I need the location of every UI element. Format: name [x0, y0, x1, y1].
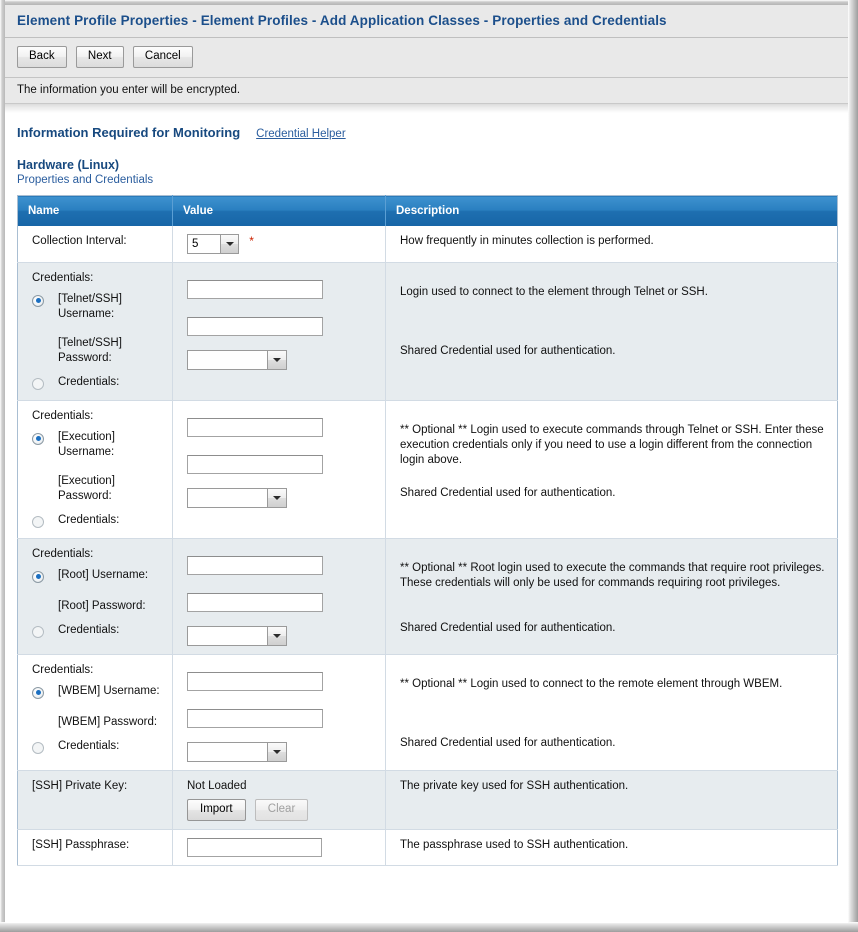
radio-cell — [32, 513, 58, 530]
chevron-down-icon — [267, 489, 286, 507]
cell-description — [386, 655, 838, 771]
wbem-password-input[interactable] — [187, 709, 323, 728]
cell-value — [173, 401, 386, 539]
radio-telnet-ssh-shared[interactable] — [32, 378, 44, 390]
description-text: The private key used for SSH authentication. — [400, 780, 629, 792]
credential-option-shared — [32, 739, 162, 756]
column-header-description: Description — [386, 196, 838, 227]
cell-value — [173, 655, 386, 771]
private-key-actions — [187, 799, 375, 821]
description-shared: Shared Credential used for authentication. — [400, 622, 616, 634]
cell-name — [18, 655, 173, 771]
table-header-row — [18, 196, 838, 227]
label-wbem-shared-credentials: Credentials: — [58, 740, 120, 752]
label-ssh-private-key: [SSH] Private Key: — [32, 780, 128, 792]
execution-username-input[interactable] — [187, 418, 323, 437]
radio-cell — [32, 623, 58, 640]
window-frame-bottom — [0, 922, 858, 932]
section-header — [17, 125, 836, 140]
credential-option-direct — [32, 684, 162, 701]
encryption-notice: The information you enter will be encrypted. — [5, 78, 848, 104]
private-key-status: Not Loaded — [187, 780, 247, 792]
label-credentials: Credentials: — [32, 664, 94, 676]
page-title: Element Profile Properties - Element Profiles - Add Application Classes - Properties and Credentials — [17, 13, 667, 28]
label-telnet-ssh-shared-credentials: Credentials: — [58, 376, 120, 388]
radio-cell — [32, 292, 58, 309]
required-asterisk: * — [249, 234, 254, 248]
cell-value — [173, 830, 386, 866]
column-header-value: Value — [173, 196, 386, 227]
description-primary: Login used to connect to the element through Telnet or SSH. — [400, 286, 708, 298]
label-credentials: Credentials: — [32, 272, 94, 284]
execution-shared-credential-select[interactable] — [187, 488, 287, 508]
label-execution-username: [Execution] Username: — [58, 431, 115, 458]
label-root-password: [Root] Password: — [58, 600, 146, 612]
credential-option-shared — [32, 375, 162, 392]
collection-interval-select[interactable] — [187, 234, 239, 254]
cell-name — [18, 401, 173, 539]
credential-option-direct — [32, 430, 162, 460]
credential-helper-link[interactable]: Credential Helper — [256, 128, 346, 140]
label-credentials: Credentials: — [32, 548, 94, 560]
label-execution-password: [Execution] Password: — [58, 475, 115, 502]
page-body — [5, 5, 848, 923]
collection-interval-value: 5 — [192, 238, 199, 250]
description-text: The passphrase used to SSH authentication. — [400, 839, 629, 851]
description-shared: Shared Credential used for authentication. — [400, 487, 616, 499]
description-text: How frequently in minutes collection is performed. — [400, 235, 654, 247]
label-telnet-ssh-password: [Telnet/SSH] Password: — [58, 337, 122, 364]
cell-name — [18, 226, 173, 263]
table-row-collection-interval — [18, 226, 838, 263]
table-row-ssh-passphrase — [18, 830, 838, 866]
wbem-username-input[interactable] — [187, 672, 323, 691]
section-heading: Information Required for Monitoring — [17, 125, 241, 140]
radio-cell — [32, 375, 58, 392]
title-bar — [5, 5, 848, 38]
chevron-down-icon — [267, 743, 286, 761]
clear-private-key-button: Clear — [255, 799, 308, 821]
cell-name — [18, 539, 173, 655]
import-private-key-button[interactable]: Import — [187, 799, 246, 821]
cell-description — [386, 401, 838, 539]
ssh-passphrase-input[interactable] — [187, 838, 322, 857]
radio-root-shared[interactable] — [32, 626, 44, 638]
chevron-down-icon — [267, 351, 286, 369]
radio-cell — [32, 684, 58, 701]
cell-value — [173, 539, 386, 655]
execution-password-input[interactable] — [187, 455, 323, 474]
description-shared: Shared Credential used for authentication. — [400, 737, 616, 749]
credential-option-direct — [32, 568, 162, 585]
label-collection-interval: Collection Interval: — [32, 235, 127, 247]
radio-root-direct[interactable] — [32, 571, 44, 583]
label-credentials: Credentials: — [32, 410, 94, 422]
cell-description — [386, 226, 838, 263]
table-row-wbem-credentials — [18, 655, 838, 771]
cancel-button[interactable]: Cancel — [133, 46, 193, 68]
table-row-root-credentials — [18, 539, 838, 655]
window-frame-right — [848, 0, 858, 932]
cell-name — [18, 830, 173, 866]
root-password-input[interactable] — [187, 593, 323, 612]
cell-name — [18, 771, 173, 830]
radio-wbem-direct[interactable] — [32, 687, 44, 699]
label-wbem-username: [WBEM] Username: — [58, 685, 160, 697]
back-button[interactable]: Back — [17, 46, 67, 68]
telnet-ssh-username-input[interactable] — [187, 280, 323, 299]
cell-value — [173, 263, 386, 401]
description-shared: Shared Credential used for authentication. — [400, 345, 616, 357]
radio-execution-shared[interactable] — [32, 516, 44, 528]
label-root-username: [Root] Username: — [58, 569, 149, 581]
properties-table — [17, 195, 838, 866]
chevron-down-icon — [220, 235, 238, 253]
cell-description — [386, 771, 838, 830]
column-header-name: Name — [18, 196, 173, 227]
description-primary: ** Optional ** Login used to connect to the remote element through WBEM. — [400, 678, 783, 690]
root-username-input[interactable] — [187, 556, 323, 575]
label-wbem-password: [WBEM] Password: — [58, 716, 158, 728]
radio-execution-direct[interactable] — [32, 433, 44, 445]
table-row-ssh-private-key — [18, 771, 838, 830]
wizard-toolbar — [5, 38, 848, 78]
table-row-telnet-ssh-credentials — [18, 263, 838, 401]
telnet-ssh-password-input[interactable] — [187, 317, 323, 336]
telnet-ssh-shared-credential-select[interactable] — [187, 350, 287, 370]
cell-value — [173, 226, 386, 263]
cell-value — [173, 771, 386, 830]
credential-option-shared — [32, 513, 162, 530]
notice-shadow — [5, 104, 848, 113]
radio-telnet-ssh-direct[interactable] — [32, 295, 44, 307]
table-row-execution-credentials — [18, 401, 838, 539]
cell-name — [18, 263, 173, 401]
description-primary: ** Optional ** Root login used to execute the commands that require root privileges. These credentials will only be used for commands requiring root privileges. — [400, 562, 825, 589]
radio-cell — [32, 430, 58, 447]
credential-option-shared — [32, 623, 162, 640]
cell-description — [386, 830, 838, 866]
credential-option-direct — [32, 292, 162, 322]
radio-cell — [32, 568, 58, 585]
subject-name: Hardware (Linux) — [17, 158, 120, 172]
cell-description — [386, 263, 838, 401]
radio-wbem-shared[interactable] — [32, 742, 44, 754]
subject-subtitle: Properties and Credentials — [17, 174, 154, 186]
label-root-shared-credentials: Credentials: — [58, 624, 120, 636]
chevron-down-icon — [267, 627, 286, 645]
subject-header — [17, 158, 836, 188]
label-telnet-ssh-username: [Telnet/SSH] Username: — [58, 293, 122, 320]
label-ssh-passphrase: [SSH] Passphrase: — [32, 839, 130, 851]
cell-description — [386, 539, 838, 655]
label-execution-shared-credentials: Credentials: — [58, 514, 120, 526]
root-shared-credential-select[interactable] — [187, 626, 287, 646]
description-primary: ** Optional ** Login used to execute commands through Telnet or SSH. Enter these execution credentials only if you need to use a login different from the connection login above. — [400, 424, 824, 466]
content-area — [5, 113, 848, 866]
wbem-shared-credential-select[interactable] — [187, 742, 287, 762]
next-button[interactable]: Next — [76, 46, 124, 68]
radio-cell — [32, 739, 58, 756]
